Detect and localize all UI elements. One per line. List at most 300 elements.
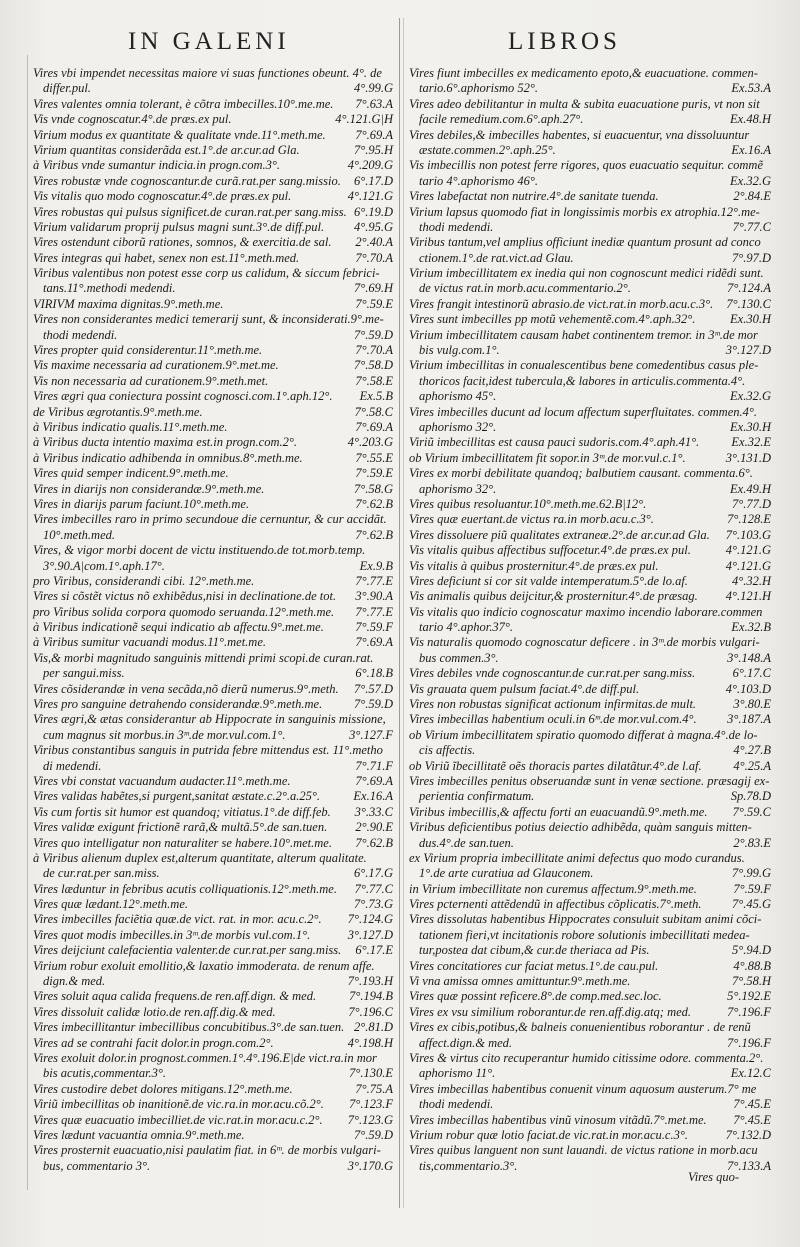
- entry-text: Vires imbecillas habentibus vinũ vinosum vitãdũ.7°.met.me.: [409, 1112, 707, 1127]
- page-reference: 4°.32.H: [731, 573, 771, 588]
- entry-text: Vires ægri qua coniectura possint cognosci.com.1°.aph.12°.: [33, 389, 333, 404]
- index-entry: [409, 989, 771, 1004]
- index-entry: [33, 512, 393, 543]
- entry-line: [409, 143, 771, 158]
- page-reference: Ex.5.B: [359, 389, 393, 404]
- entry-line: [33, 482, 393, 497]
- index-entry: [409, 912, 771, 958]
- page-reference: 7°.77.C: [354, 881, 393, 896]
- entry-text: cum magnus sit morbus.in 3ᵐ.de mor.vul.com.1°.: [43, 727, 286, 742]
- index-entry: [33, 1036, 393, 1051]
- index-entry: [409, 189, 771, 204]
- page-reference: Ex.30.H: [730, 419, 771, 434]
- index-column-left: [33, 66, 393, 1174]
- index-entry: [33, 682, 393, 697]
- entry-line: [409, 343, 771, 358]
- entry-line: [33, 774, 393, 789]
- entry-line: [33, 882, 393, 897]
- page-reference: 7°.95.H: [353, 142, 393, 157]
- index-entry: [409, 820, 771, 851]
- entry-line: [33, 605, 393, 620]
- entry-text: Vires imbecillas habentibus conuenit vinum aquosum austerum.7° me: [409, 1081, 757, 1096]
- entry-text: Vires valentes omnia tolerant, è cõtra imbecilles.10°.me.me.: [33, 96, 334, 111]
- page-reference: 3°.90.A: [355, 589, 393, 604]
- entry-line: [409, 251, 771, 266]
- page-reference: Ex.49.H: [730, 481, 771, 496]
- entry-text: Virium imbecillitatem causam habet continentem tremor. in 3ᵐ.de mor: [409, 327, 758, 342]
- page-reference: Ex.12.C: [730, 1066, 771, 1081]
- index-entry: [33, 897, 393, 912]
- column-divider-shadow: [403, 18, 404, 1208]
- entry-line: [409, 759, 771, 774]
- entry-text: Vires concitatiores cur faciat metus.1°.de cau.pul.: [409, 958, 659, 973]
- entry-line: [409, 682, 771, 697]
- entry-line: [409, 128, 771, 143]
- page-reference: 7°.59.E: [355, 296, 393, 311]
- index-entry: [409, 405, 771, 436]
- entry-line: [33, 666, 393, 681]
- entry-text: Vires debiles vnde cognoscantur.de cur.rat.per sang.miss.: [409, 666, 696, 681]
- entry-text: de cur.rat.per san.miss.: [43, 866, 160, 881]
- entry-text: Vires validas habẽtes,si purgent,sanitat æstate.c.2°.a.25°.: [33, 789, 320, 804]
- page-reference: 7°.123.G: [347, 1112, 393, 1127]
- entry-text: Vires imbecillitantur imbecillibus concubitibus.3°.de san.tuen.: [33, 1020, 345, 1035]
- entry-line: [409, 389, 771, 404]
- index-entry: [33, 912, 393, 927]
- index-entry: [33, 635, 393, 650]
- page-reference: 7°.59.C: [732, 804, 771, 819]
- index-entry: [409, 774, 771, 805]
- entry-text: ex Virium propria imbecillitate animi defectus quo modo curandus.: [409, 850, 745, 865]
- entry-line: [33, 528, 393, 543]
- entry-text: pro Viribus, considerandi cibi. 12°.meth.me.: [33, 573, 255, 588]
- entry-line: [33, 435, 393, 450]
- index-entry: [33, 1051, 393, 1082]
- index-entry: [409, 451, 771, 466]
- entry-line: [409, 974, 771, 989]
- entry-line: [33, 959, 393, 974]
- index-entry: [33, 959, 393, 990]
- entry-line: [409, 81, 771, 96]
- entry-line: [33, 1036, 393, 1051]
- page-reference: 2°.84.E: [733, 189, 771, 204]
- entry-line: [33, 205, 393, 220]
- entry-line: [33, 405, 393, 420]
- page-reference: 6°.19.D: [353, 204, 393, 219]
- page-reference: 4°.121.G|H: [335, 112, 393, 127]
- entry-line: [33, 1082, 393, 1097]
- entry-text: Vires deijciunt calefacientia valenter.de cur.rat.per sang.miss.: [33, 943, 342, 958]
- index-entry: [33, 143, 393, 158]
- page-reference: 7°.62.B: [355, 527, 393, 542]
- index-entry: [33, 1082, 393, 1097]
- page-reference: 7°.62.B: [355, 835, 393, 850]
- page-reference: 7°.58.E: [355, 373, 393, 388]
- entry-text: Vires in diarijs non considerandæ.9°.meth.me.: [33, 481, 265, 496]
- page-reference: 7°.97.D: [731, 250, 771, 265]
- index-entry: [409, 328, 771, 359]
- entry-text: bis vulg.com.1°.: [419, 343, 500, 358]
- page-reference: 7°.70.A: [355, 343, 393, 358]
- entry-text: Vires robustas qui pulsus significet.de curan.rat.per sang.miss.: [33, 204, 347, 219]
- entry-text: de victus rat.in morb.acu.commentario.2°.: [419, 281, 631, 296]
- entry-line: [409, 420, 771, 435]
- entry-text: Vis vitalis à quibus prosternitur.4°.de præs.ex pul.: [409, 558, 659, 573]
- entry-text: Vires robustæ vnde cognoscantur.de curã.rat.per sang.missio.: [33, 173, 341, 188]
- entry-line: [409, 836, 771, 851]
- index-entry: [409, 1005, 771, 1020]
- entry-line: [409, 528, 771, 543]
- page-reference: 7°.196.C: [348, 1004, 393, 1019]
- index-entry: [33, 374, 393, 389]
- entry-line: [33, 1066, 393, 1081]
- entry-line: [33, 220, 393, 235]
- page-reference: Ex.32.G: [730, 173, 771, 188]
- entry-text: bis acutis,commentar.3°.: [43, 1066, 167, 1081]
- index-entry: [409, 697, 771, 712]
- entry-line: [33, 143, 393, 158]
- entry-text: Vires vbi impendet necessitas maiore vi suas functiones obeunt. 4°. de: [33, 66, 382, 80]
- entry-text: tario 4°.aphor.37°.: [419, 620, 514, 635]
- index-entry: [409, 574, 771, 589]
- page-reference: 7°.130.E: [349, 1066, 393, 1081]
- page-reference: 6°.17.D: [353, 173, 393, 188]
- page-reference: 7°.62.B: [355, 496, 393, 511]
- index-entry: [409, 297, 771, 312]
- index-entry: [409, 97, 771, 128]
- index-entry: [409, 205, 771, 236]
- entry-text: Vires ægri,& ætas considerantur ab Hippocrate in sanguinis missione,: [33, 712, 386, 727]
- page-reference: 7°.45.E: [733, 1097, 771, 1112]
- entry-line: [33, 297, 393, 312]
- page-reference: 7°.128.E: [727, 512, 771, 527]
- entry-text: ob Viriũ ĩbecillitatẽ oẽs thoracis partes dilatãtur.4°.de l.af.: [409, 758, 702, 773]
- entry-line: [409, 358, 771, 373]
- index-entry: [33, 1097, 393, 1112]
- entry-text: bus commen.3°.: [419, 650, 499, 665]
- entry-line: [33, 312, 393, 327]
- entry-line: [409, 1005, 771, 1020]
- entry-text: à Viribus ducta intentio maxima est.in progn.com.2°.: [33, 435, 298, 450]
- entry-text: Vires sunt imbecilles pp motũ vehementẽ.com.4°.aph.32°.: [409, 312, 696, 327]
- index-entry: [33, 497, 393, 512]
- page-reference: 2°.40.A: [355, 235, 393, 250]
- page-reference: Ex.32.E: [731, 435, 771, 450]
- entry-text: Vires dissolutas habentibus Hippocrates consuluit subitam animi cõci-: [409, 912, 762, 927]
- entry-line: [409, 866, 771, 881]
- page-reference: 7°.196.F: [727, 1035, 771, 1050]
- entry-line: [409, 912, 771, 927]
- page-reference: 4°.121.G: [725, 543, 771, 558]
- index-entry: [409, 358, 771, 404]
- page-reference: 7°.58.G: [353, 481, 393, 496]
- entry-text: Vires debiles,& imbecilles habentes, si euacuentur, vna dissoluuntur: [409, 127, 750, 142]
- index-entry: [33, 774, 393, 789]
- entry-text: ob Virium imbecillitatem spiratio quomodo differat à magna.4°.de lo-: [409, 727, 758, 742]
- index-entry: [409, 712, 771, 727]
- entry-text: Vires quibus resoluantur.10°.meth.me.62.B|12°.: [409, 496, 647, 511]
- index-entry: [409, 635, 771, 666]
- page-reference: 3°.80.E: [733, 697, 771, 712]
- entry-line: [33, 989, 393, 1004]
- page-reference: 7°.45.G: [731, 897, 771, 912]
- index-entry: [409, 66, 771, 97]
- page-reference: 4°.25.A: [733, 758, 771, 773]
- page-reference: 3°.33.C: [354, 804, 393, 819]
- entry-line: [409, 1082, 771, 1097]
- entry-line: [409, 512, 771, 527]
- page-reference: 3°.127.D: [347, 927, 393, 942]
- page-reference: 6°.18.B: [355, 666, 393, 681]
- index-entry: [409, 435, 771, 450]
- page-reference: 7°.59.D: [353, 1127, 393, 1142]
- entry-text: Vis vnde cognoscatur.4°.de præs.ex pul.: [33, 112, 232, 127]
- entry-text: thodi medendi.: [43, 327, 118, 342]
- entry-line: [33, 174, 393, 189]
- index-entry: [33, 205, 393, 220]
- index-entry: [33, 312, 393, 343]
- entry-text: Virium lapsus quomodo fiat in longissimis morbis ex atrophia.12°.me-: [409, 204, 760, 219]
- entry-line: [409, 312, 771, 327]
- index-entry: [409, 1020, 771, 1051]
- entry-line: [409, 559, 771, 574]
- entry-text: pro Viribus solida corpora quomodo seruanda.12°.meth.me.: [33, 604, 335, 619]
- page-reference: 4°.203.G: [347, 435, 393, 450]
- page-reference: 3°.127.F: [349, 727, 393, 742]
- page-reference: 4°.121.G: [725, 558, 771, 573]
- entry-text: ctionem.1°.de rat.vict.ad Glau.: [419, 250, 574, 265]
- entry-line: [33, 836, 393, 851]
- entry-text: Vires cõsiderandæ in vena secãda,nõ dierũ numerus.9°.meth.: [33, 681, 339, 696]
- entry-line: [409, 497, 771, 512]
- page-reference: Ex.16.A: [731, 142, 771, 157]
- entry-line: [33, 1143, 393, 1158]
- entry-line: [33, 281, 393, 296]
- entry-line: [409, 743, 771, 758]
- page-reference: 6°.17.G: [353, 866, 393, 881]
- page-reference: 7°.103.G: [725, 527, 771, 542]
- entry-text: Vis vitalis quo modo cognoscatur.4°.de præs.ex pul.: [33, 189, 292, 204]
- page-reference: 6°.17.E: [355, 943, 393, 958]
- entry-line: [409, 174, 771, 189]
- entry-line: [409, 482, 771, 497]
- entry-line: [409, 928, 771, 943]
- entry-line: [409, 697, 771, 712]
- index-entry: [33, 266, 393, 297]
- entry-text: Vires ad se contrahi facit dolor.in progn.com.2°.: [33, 1035, 274, 1050]
- entry-text: Vis,& morbi magnitudo sanguinis mittendi primi scopi.de curan.rat.: [33, 650, 374, 665]
- entry-text: æstate.commen.2°.aph.25°.: [419, 142, 556, 157]
- entry-text: differ.pul.: [43, 81, 91, 96]
- entry-text: à Viribus sumitur vacuandi modus.11°.met.me.: [33, 635, 266, 650]
- page-reference: 2°.81.D: [353, 1020, 393, 1035]
- entry-text: cis affectis.: [419, 743, 476, 758]
- entry-text: Vires quæ euacuatio imbecilliet.de vic.rat.in mor.acu.c.2°.: [33, 1112, 323, 1127]
- entry-text: à Viribus indicatio adhibenda in omnibus.8°.meth.me.: [33, 450, 303, 465]
- entry-line: [409, 728, 771, 743]
- entry-text: Virium robur quæ lotio faciat.de vic.rat.in mor.acu.c.3°.: [409, 1127, 688, 1142]
- page-reference: 7°.130.C: [726, 296, 771, 311]
- page-reference: 4°.27.B: [733, 743, 771, 758]
- entry-text: Virium imbecillitatem ex inedia qui non cognoscunt medici ridẽdi sunt.: [409, 266, 764, 281]
- page-reference: Sp.78.D: [730, 789, 771, 804]
- entry-text: 3°.90.A|com.1°.aph.17°.: [43, 558, 165, 573]
- index-entry: [33, 589, 393, 604]
- entry-text: thoricos facit,idest tubercula,& labores in articulis.commenta.4°.: [419, 373, 746, 388]
- entry-line: [33, 943, 393, 958]
- page-reference: Ex.48.H: [730, 112, 771, 127]
- entry-text: Vires si cõstẽt victus nõ exhibẽdus,nisi in declinatione.de tot.: [33, 589, 337, 604]
- entry-line: [409, 1036, 771, 1051]
- entry-text: Vires ex morbi debilitate quandoq; balbutiem causant. commenta.6°.: [409, 466, 753, 481]
- page-reference: 4°.95.G: [353, 219, 393, 234]
- entry-text: VIRIVM maxima dignitas.9°.meth.me.: [33, 296, 224, 311]
- entry-text: dign.& med.: [43, 974, 106, 989]
- entry-line: [33, 789, 393, 804]
- page-reference: 7°.132.D: [725, 1127, 771, 1142]
- index-entry: [33, 358, 393, 373]
- index-entry: [409, 897, 771, 912]
- index-entry: [33, 220, 393, 235]
- page-reference: 2°.83.E: [733, 835, 771, 850]
- entry-text: aphorismo 11°.: [419, 1066, 496, 1081]
- page-reference: Ex.32.B: [731, 620, 771, 635]
- index-entry: [409, 1051, 771, 1082]
- entry-line: [33, 251, 393, 266]
- entry-text: Viribus tantum,vel amplius officiunt inediæ quantum prosunt ad conco: [409, 235, 761, 250]
- page-reference: Ex.9.B: [359, 558, 393, 573]
- page-reference: 4°.88.B: [733, 958, 771, 973]
- entry-line: [409, 451, 771, 466]
- entry-text: Viriũ imbecillitas est causa pauci sudoris.com.4°.aph.41°.: [409, 435, 700, 450]
- entry-text: tur,postea dat cibum,& cur.de theriaca ad Pis.: [419, 943, 650, 958]
- catchword: Vires quo-: [688, 1170, 740, 1184]
- entry-line: [409, 712, 771, 727]
- page-reference: 3°.148.A: [727, 650, 771, 665]
- index-entry: [33, 743, 393, 774]
- index-entry: [409, 682, 771, 697]
- index-entry: [33, 989, 393, 1004]
- index-entry: [33, 1143, 393, 1174]
- page-reference: 7°.193.H: [347, 974, 393, 989]
- entry-text: Viribus valentibus non potest esse corp us calidum, & siccum febrici-: [33, 266, 380, 281]
- entry-text: ob Virium imbecillitatem fit sopor.in 3ᵐ.de mor.vul.c.1°.: [409, 450, 686, 465]
- entry-text: tans.11°.methodi medendi.: [43, 281, 176, 296]
- index-entry: [33, 1005, 393, 1020]
- entry-line: [33, 928, 393, 943]
- entry-text: Vi vna amissa omnes amittuntur.9°.meth.me.: [409, 974, 631, 989]
- page-reference: 7°.59.F: [355, 620, 393, 635]
- entry-text: Vis cum fortis sit humor est quandoq; vitiatus.1°.de diff.feb.: [33, 804, 331, 819]
- entry-line: [409, 574, 771, 589]
- index-entry: [33, 128, 393, 143]
- entry-text: Vires pro sanguine detrahendo considerandæ.9°.meth.me.: [33, 697, 323, 712]
- entry-text: Vires soluit aqua calida frequens.de ren.aff.dign. & med.: [33, 989, 317, 1004]
- entry-text: de Viribus ægrotantis.9°.meth.me.: [33, 404, 203, 419]
- page-reference: 7°.69.A: [355, 635, 393, 650]
- entry-line: [33, 1020, 393, 1035]
- page-reference: 7°.58.C: [354, 404, 393, 419]
- entry-line: [409, 1143, 771, 1158]
- index-entry: [33, 420, 393, 435]
- index-entry: [33, 174, 393, 189]
- entry-line: [409, 220, 771, 235]
- page-reference: 4°.99.G: [353, 81, 393, 96]
- entry-line: [33, 728, 393, 743]
- entry-text: Vires adeo debilitantur in multa & subita euacuatione puris, vt non sit: [409, 96, 760, 111]
- entry-text: Vis maxime necessaria ad curationem.9°.met.me.: [33, 358, 279, 373]
- entry-text: Vires custodire debet dolores mitigans.12°.meth.me.: [33, 1081, 293, 1096]
- entry-text: Vires imbecilles ducunt ad locum affectum superfluitates. commen.4°.: [409, 404, 757, 419]
- entry-line: [33, 574, 393, 589]
- entry-line: [409, 205, 771, 220]
- entry-line: [409, 651, 771, 666]
- entry-text: Vires, & vigor morbi docent de victu instituendo.de tot.morb.temp.: [33, 543, 366, 558]
- entry-line: [33, 1097, 393, 1112]
- index-entry: [409, 128, 771, 159]
- page-reference: Ex.32.G: [730, 389, 771, 404]
- entry-text: Vires quæ euertant.de victus ra.in morb.acu.c.3°.: [409, 512, 654, 527]
- entry-text: 1°.de arte curatiua ad Glauconem.: [419, 866, 594, 881]
- entry-line: [33, 1128, 393, 1143]
- page-reference: 7°.123.F: [349, 1097, 393, 1112]
- index-entry: [409, 1082, 771, 1113]
- page-reference: 7°.59.F: [733, 881, 771, 896]
- entry-line: [409, 1128, 771, 1143]
- index-entry: [33, 1113, 393, 1128]
- page-reference: Ex.30.H: [730, 312, 771, 327]
- page-reference: 7°.59.E: [355, 466, 393, 481]
- entry-text: perientia confirmatum.: [419, 789, 535, 804]
- entry-line: [409, 466, 771, 481]
- column-divider: [399, 18, 400, 1208]
- entry-text: Vis naturalis quomodo cognoscatur deficere . in 3ᵐ.de morbis vulgari-: [409, 635, 760, 650]
- entry-text: Vis imbecillis non potest ferre rigores, quos euacuatio sequitur. commẽ: [409, 158, 764, 173]
- entry-line: [409, 543, 771, 558]
- page-reference: 7°.196.F: [727, 1004, 771, 1019]
- page-reference: 7°.58.H: [731, 974, 771, 989]
- entry-line: [33, 559, 393, 574]
- page-reference: 7°.58.D: [353, 358, 393, 373]
- index-entry: [33, 435, 393, 450]
- entry-text: Virium modus ex quantitate & qualitate vnde.11°.meth.me.: [33, 127, 326, 142]
- page-reference: 7°.75.A: [355, 1081, 393, 1096]
- entry-line: [409, 1051, 771, 1066]
- index-entry: [409, 512, 771, 527]
- page-reference: 5°.94.D: [731, 943, 771, 958]
- entry-text: Virium quantitas considerãda est.1°.de ar.cur.ad Gla.: [33, 142, 300, 157]
- entry-text: Vires lædunt vacuantia omnia.9°.meth.me.: [33, 1127, 245, 1142]
- entry-text: Vires validæ exigunt frictionẽ rarã,& multã.5°.de san.tuen.: [33, 820, 328, 835]
- entry-text: Virium imbecillitas in conualescentibus bene comedentibus casus ple-: [409, 358, 759, 373]
- entry-line: [33, 235, 393, 250]
- entry-line: [33, 97, 393, 112]
- index-entry: [409, 666, 771, 681]
- entry-text: Vires quid semper indicent.9°.meth.me.: [33, 466, 229, 481]
- index-entry: [33, 297, 393, 312]
- index-entry: [33, 235, 393, 250]
- entry-text: Vires imbecillas habentium oculi.in 6ᵐ.de mor.vul.com.4°.: [409, 712, 697, 727]
- entry-text: Vires exoluit dolor.in prognost.commen.1°.4°.196.E|de vict.ra.in mor: [33, 1051, 377, 1065]
- page-reference: 2°.90.E: [355, 820, 393, 835]
- entry-text: Vires integras qui habet, senex non est.11°.meth.med.: [33, 250, 300, 265]
- entry-line: [33, 420, 393, 435]
- index-entry: [33, 805, 393, 820]
- entry-line: [33, 451, 393, 466]
- entry-text: Viribus deficientibus potius deiectio adhibẽda, quàm sanguis mitten-: [409, 820, 752, 835]
- page-reference: 3°.187.A: [727, 712, 771, 727]
- entry-text: aphorismo 32°.: [419, 481, 497, 496]
